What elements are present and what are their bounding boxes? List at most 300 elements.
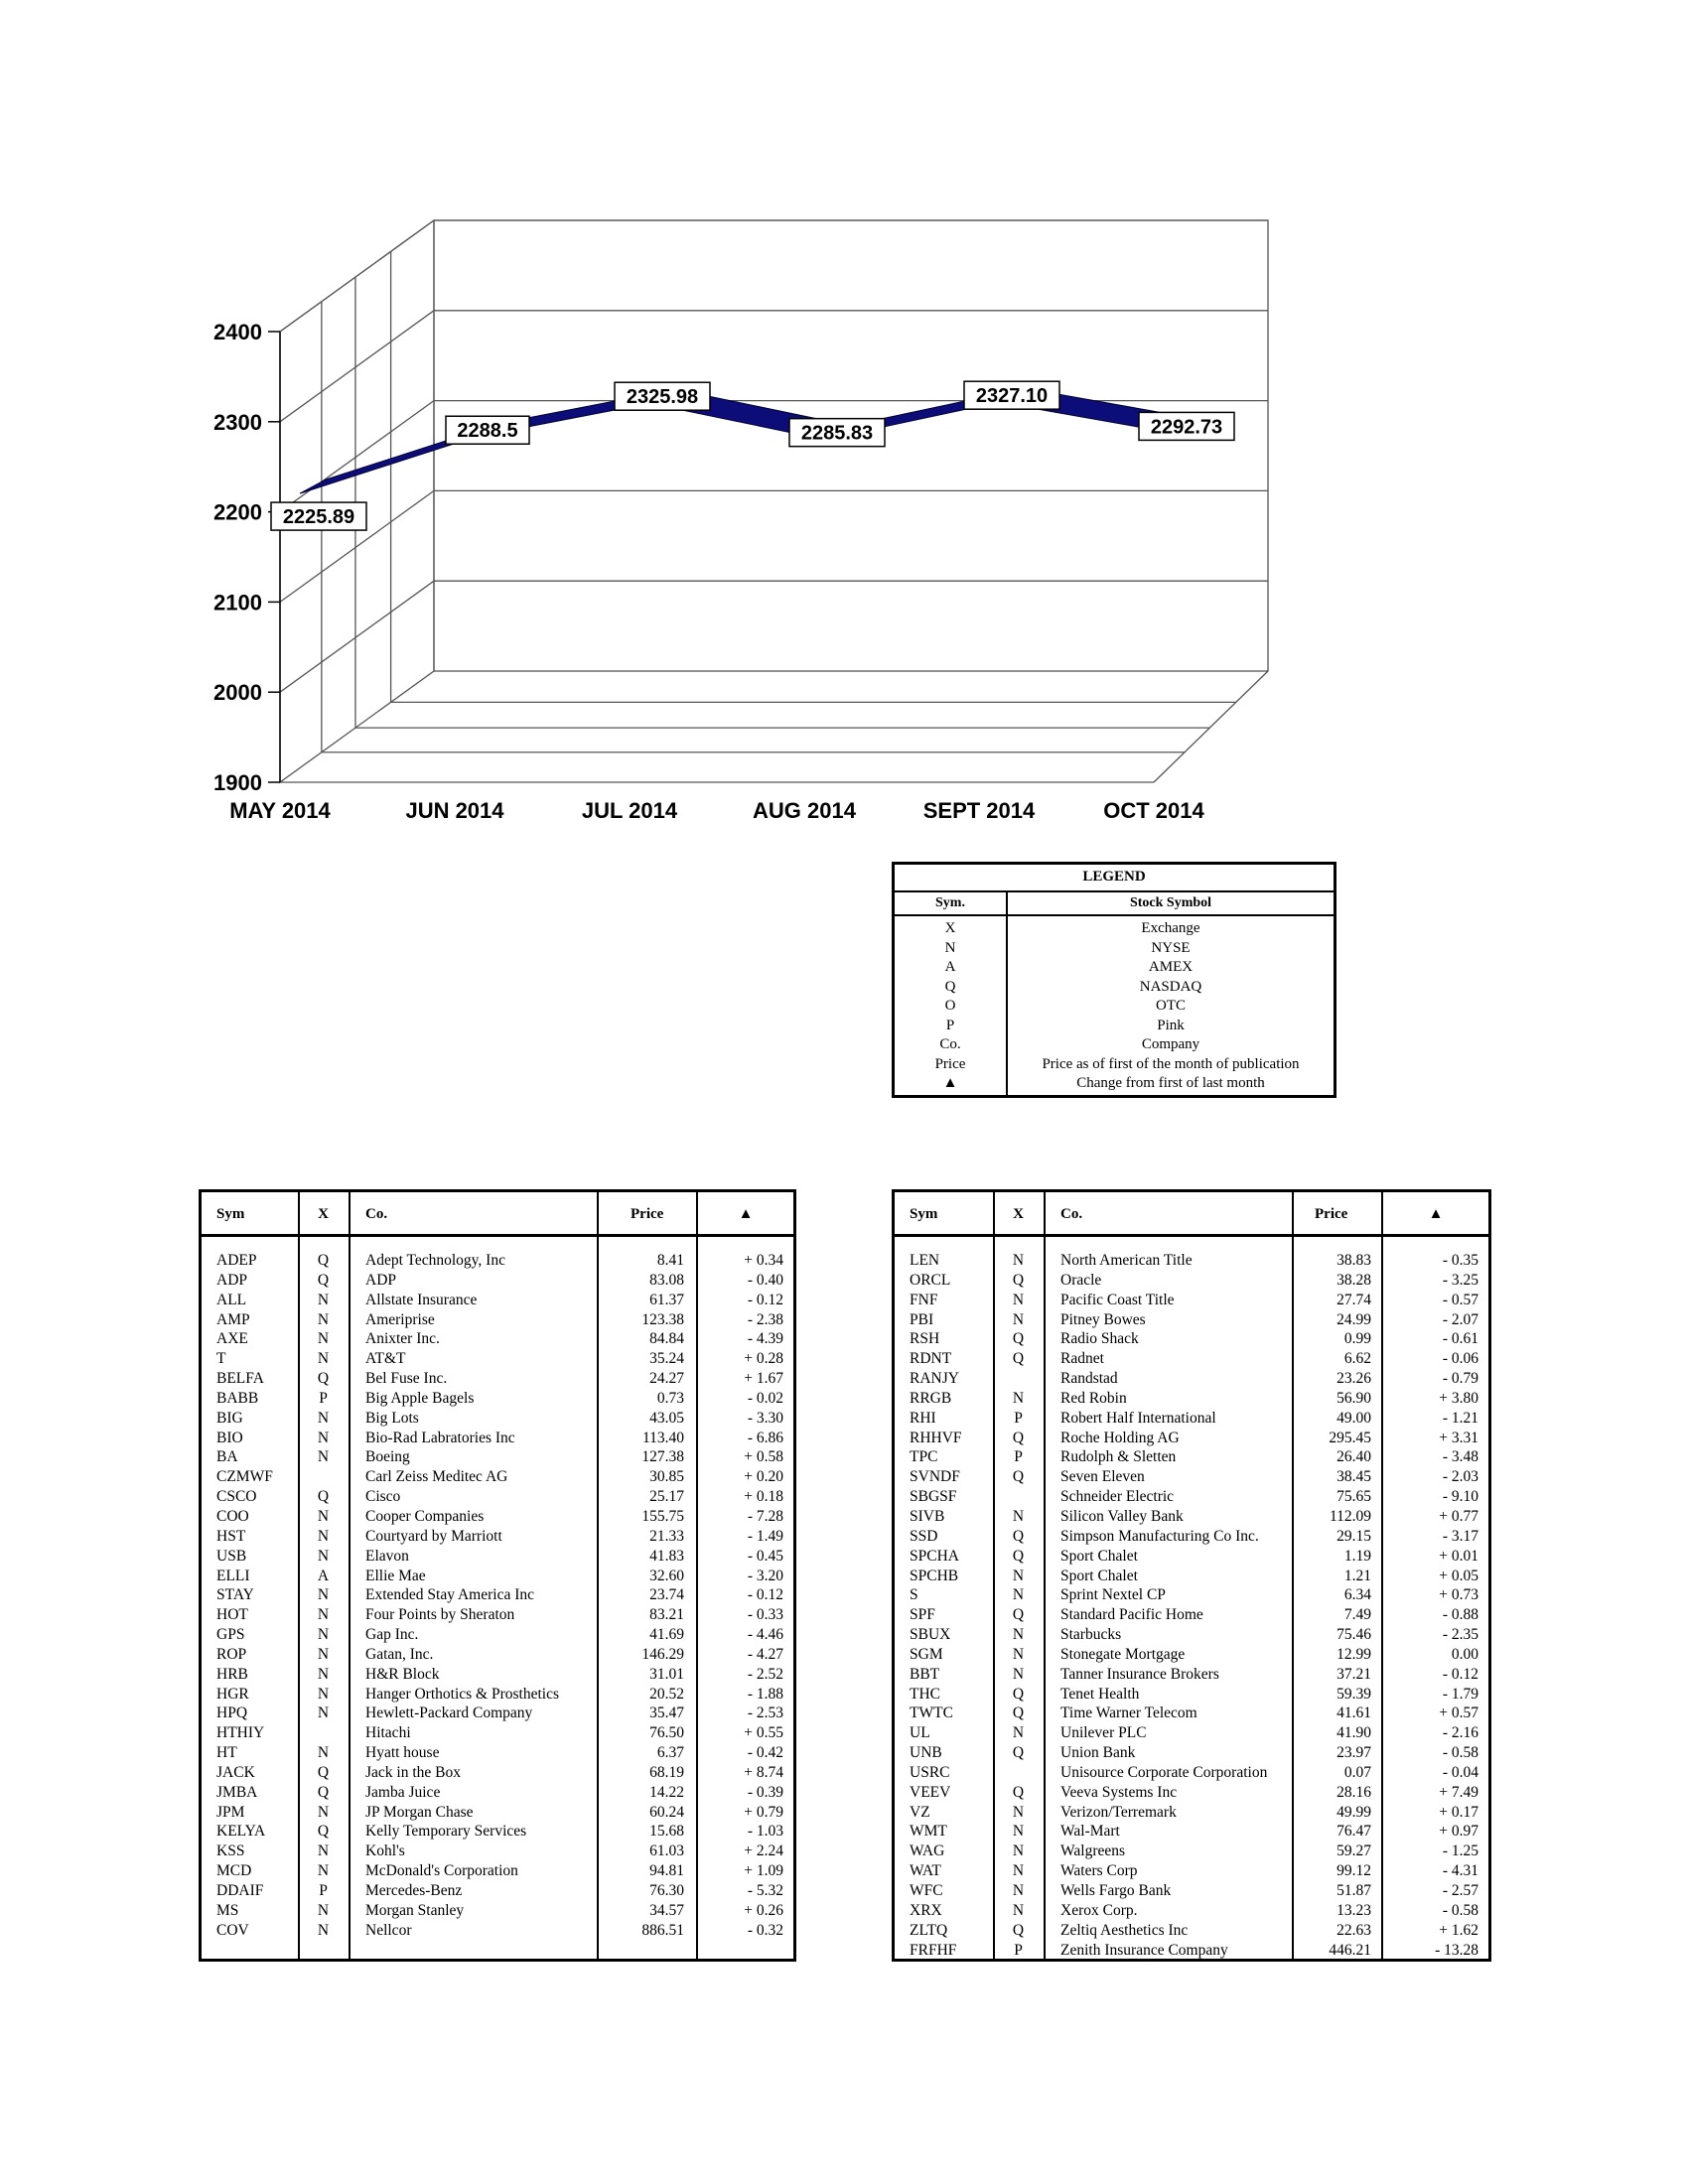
cell-change: + 8.74 <box>744 1763 783 1781</box>
cell-change: - 0.58 <box>1442 1901 1478 1919</box>
table-row <box>895 1901 1488 1921</box>
table-row <box>895 1567 1488 1586</box>
cell-symbol: HST <box>216 1527 246 1545</box>
table-row <box>895 1389 1488 1409</box>
cell-company: Veeva Systems Inc <box>1060 1783 1178 1801</box>
cell-change: - 2.16 <box>1442 1724 1478 1742</box>
cell-symbol: HGR <box>216 1685 249 1703</box>
table-row <box>202 1822 793 1842</box>
cell-company: Big Lots <box>365 1409 419 1427</box>
cell-price: 83.21 <box>649 1606 684 1624</box>
legend-header-desc: Stock Symbol <box>1129 895 1212 910</box>
cell-exchange: Q <box>1012 1685 1025 1703</box>
table-row <box>202 1329 793 1349</box>
table-row <box>895 1547 1488 1567</box>
table-row <box>202 1547 793 1567</box>
y-axis <box>213 320 280 795</box>
x-tick-label: MAY 2014 <box>229 798 331 823</box>
cell-company: Mercedes-Benz <box>365 1882 463 1899</box>
data-label <box>615 382 710 410</box>
table-row <box>895 1605 1488 1625</box>
cell-exchange: Q <box>317 1252 330 1269</box>
cell-company: Ellie Mae <box>365 1567 426 1584</box>
cell-company: Robert Half International <box>1060 1409 1216 1427</box>
cell-change: + 0.73 <box>1439 1586 1478 1604</box>
cell-exchange: Q <box>1012 1921 1025 1939</box>
floor-right-edge <box>1154 671 1268 782</box>
cell-exchange: Q <box>1012 1606 1025 1624</box>
cell-price: 83.08 <box>649 1271 684 1289</box>
cell-symbol: UL <box>910 1724 930 1742</box>
cell-company: Randstad <box>1060 1370 1118 1388</box>
cell-symbol: ZLTQ <box>910 1921 948 1939</box>
cell-price: 22.63 <box>1336 1921 1371 1939</box>
cell-price: 8.41 <box>656 1252 684 1269</box>
cell-change: - 4.39 <box>747 1330 783 1348</box>
cell-symbol: CSCO <box>216 1488 257 1506</box>
cell-exchange: N <box>317 1843 330 1860</box>
legend-symbol: N <box>944 939 956 956</box>
cell-company: Pitney Bowes <box>1060 1310 1146 1328</box>
cell-change: - 2.03 <box>1442 1468 1478 1486</box>
table-row <box>202 1251 793 1271</box>
cell-change: + 0.58 <box>744 1448 783 1466</box>
cell-exchange: N <box>1012 1843 1025 1860</box>
cell-company: Kohl's <box>365 1843 405 1860</box>
cell-change: - 0.88 <box>1442 1606 1478 1624</box>
table-row <box>202 1369 793 1389</box>
cell-symbol: UNB <box>910 1744 942 1762</box>
cell-price: 61.03 <box>649 1843 684 1860</box>
cell-company: Jamba Juice <box>365 1783 441 1801</box>
legend-description: NASDAQ <box>1139 978 1202 995</box>
cell-company: Starbucks <box>1060 1626 1122 1644</box>
cell-change: - 0.33 <box>747 1606 783 1624</box>
header-company: Co. <box>365 1206 388 1222</box>
cell-price: 12.99 <box>1336 1645 1371 1663</box>
cell-company: Xerox Corp. <box>1060 1901 1138 1919</box>
cell-company: Allstate Insurance <box>365 1291 478 1308</box>
cell-exchange: N <box>317 1330 330 1348</box>
cell-change: + 3.80 <box>1439 1389 1478 1407</box>
cell-price: 49.99 <box>1336 1803 1371 1821</box>
cell-symbol: WMT <box>910 1823 947 1841</box>
legend-description: OTC <box>1156 998 1186 1014</box>
cell-symbol: WAG <box>910 1843 945 1860</box>
cell-price: 28.16 <box>1336 1783 1371 1801</box>
cell-price: 446.21 <box>1329 1941 1371 1959</box>
cell-price: 68.19 <box>649 1763 684 1781</box>
cell-company: Four Points by Sheraton <box>365 1606 515 1624</box>
cell-company: Adept Technology, Inc <box>365 1252 505 1269</box>
cell-symbol: MS <box>216 1901 239 1919</box>
cell-symbol: GPS <box>216 1626 245 1644</box>
data-label-text: 2285.83 <box>800 422 874 445</box>
cell-price: 0.07 <box>1343 1763 1371 1781</box>
cell-symbol: RSH <box>910 1330 940 1348</box>
cell-symbol: FRFHF <box>910 1941 957 1959</box>
cell-change: - 2.07 <box>1442 1310 1478 1328</box>
table-row <box>895 1310 1488 1330</box>
table-row <box>202 1665 793 1685</box>
cell-price: 32.60 <box>649 1567 684 1584</box>
table-row <box>202 1585 793 1605</box>
cell-change: + 0.97 <box>1439 1823 1478 1841</box>
cell-exchange: N <box>1012 1901 1025 1919</box>
cell-change: - 0.57 <box>1442 1291 1478 1308</box>
legend-symbol: Q <box>944 978 956 995</box>
cell-price: 146.29 <box>641 1645 684 1663</box>
cell-symbol: LEN <box>910 1252 940 1269</box>
table-row <box>202 1271 793 1291</box>
data-label <box>964 381 1059 409</box>
data-label <box>271 502 366 530</box>
cell-exchange: Q <box>1012 1330 1025 1348</box>
cell-exchange: Q <box>1012 1350 1025 1368</box>
stock-table-left <box>199 1189 796 1962</box>
cell-company: Hewlett-Packard Company <box>365 1705 533 1722</box>
cell-symbol: VZ <box>910 1803 930 1821</box>
cell-price: 35.24 <box>649 1350 684 1368</box>
cell-company: Ameriprise <box>365 1310 435 1328</box>
cell-price: 94.81 <box>649 1862 684 1880</box>
cell-exchange: N <box>317 1862 330 1880</box>
cell-symbol: ORCL <box>910 1271 951 1289</box>
table-row <box>895 1921 1488 1941</box>
cell-exchange: N <box>1012 1803 1025 1821</box>
cell-company: Tanner Insurance Brokers <box>1060 1665 1219 1683</box>
cell-price: 41.69 <box>649 1626 684 1644</box>
table-row <box>895 1329 1488 1349</box>
table-row <box>895 1861 1488 1881</box>
table-row <box>202 1921 793 1941</box>
x-tick-label: AUG 2014 <box>753 798 856 823</box>
x-tick-label: SEPT 2014 <box>922 798 1036 823</box>
cell-symbol: THC <box>910 1685 940 1703</box>
cell-symbol: HRB <box>216 1665 248 1683</box>
cell-company: Boeing <box>365 1448 410 1466</box>
cell-change: + 0.01 <box>1439 1547 1478 1565</box>
cell-exchange: N <box>1012 1389 1025 1407</box>
cell-exchange: Q <box>317 1271 330 1289</box>
cell-change: + 0.26 <box>744 1901 783 1919</box>
cell-change: - 0.79 <box>1442 1370 1478 1388</box>
table-row <box>895 1349 1488 1369</box>
header-price: Price <box>1315 1206 1348 1222</box>
cell-symbol: KSS <box>216 1843 245 1860</box>
cell-company: Carl Zeiss Meditec AG <box>365 1468 508 1486</box>
cell-exchange: P <box>319 1389 328 1407</box>
legend-description: Price as of first of the month of publication <box>1042 1055 1300 1072</box>
cell-company: Pacific Coast Title <box>1060 1291 1175 1308</box>
cell-price: 14.22 <box>649 1783 684 1801</box>
cell-price: 37.21 <box>1336 1665 1371 1683</box>
cell-company: Bel Fuse Inc. <box>365 1370 448 1388</box>
cell-exchange: Q <box>317 1488 330 1506</box>
cell-change: - 0.12 <box>747 1291 783 1308</box>
table-row <box>895 1507 1488 1527</box>
cell-exchange: N <box>1012 1823 1025 1841</box>
cell-exchange: N <box>317 1921 330 1939</box>
cell-symbol: KELYA <box>216 1823 266 1841</box>
cell-change: - 4.31 <box>1442 1862 1478 1880</box>
cell-company: Wells Fargo Bank <box>1060 1882 1172 1899</box>
cell-exchange: Q <box>1012 1705 1025 1722</box>
cell-exchange: N <box>317 1310 330 1328</box>
table-row <box>202 1291 793 1310</box>
cell-price: 155.75 <box>641 1507 684 1525</box>
cell-symbol: TWTC <box>910 1705 953 1722</box>
table-row <box>895 1704 1488 1723</box>
cell-company: Bio-Rad Labratories Inc <box>365 1429 515 1446</box>
cell-price: 7.49 <box>1343 1606 1371 1624</box>
header-change: ▲ <box>738 1206 754 1222</box>
cell-symbol: TPC <box>910 1448 938 1466</box>
cell-symbol: AMP <box>216 1310 250 1328</box>
header-exchange: X <box>1013 1206 1024 1222</box>
data-label <box>446 416 529 444</box>
cell-exchange: N <box>317 1665 330 1683</box>
cell-price: 295.45 <box>1329 1429 1371 1446</box>
cell-change: - 0.40 <box>747 1271 783 1289</box>
cell-company: Radnet <box>1060 1350 1104 1368</box>
table-row <box>202 1901 793 1921</box>
cell-symbol: RDNT <box>910 1350 952 1368</box>
table-row <box>895 1429 1488 1448</box>
cell-price: 43.05 <box>649 1409 684 1427</box>
cell-exchange: N <box>317 1448 330 1466</box>
cell-exchange: N <box>1012 1882 1025 1899</box>
cell-symbol: MCD <box>216 1862 252 1880</box>
cell-company: Courtyard by Marriott <box>365 1527 502 1545</box>
cell-price: 76.30 <box>649 1882 684 1899</box>
cell-exchange: N <box>1012 1665 1025 1683</box>
cell-symbol: HOT <box>216 1606 248 1624</box>
cell-exchange: N <box>1012 1567 1025 1584</box>
cell-change: + 1.09 <box>744 1862 783 1880</box>
cell-company: Sport Chalet <box>1060 1547 1138 1565</box>
cell-symbol: JPM <box>216 1803 245 1821</box>
data-label-text: 2327.10 <box>975 385 1049 408</box>
cell-price: 23.97 <box>1336 1744 1371 1762</box>
table-row <box>895 1665 1488 1685</box>
side-wall <box>280 220 434 782</box>
cell-price: 84.84 <box>649 1330 684 1348</box>
cell-symbol: RHHVF <box>910 1429 962 1446</box>
cell-price: 38.83 <box>1336 1252 1371 1269</box>
table-row <box>895 1842 1488 1861</box>
cell-change: - 4.27 <box>747 1645 783 1663</box>
cell-price: 127.38 <box>641 1448 684 1466</box>
cell-price: 25.17 <box>649 1488 684 1506</box>
cell-price: 112.09 <box>1329 1507 1371 1525</box>
cell-change: - 0.58 <box>1442 1744 1478 1762</box>
cell-symbol: ADP <box>216 1271 248 1289</box>
cell-company: Cisco <box>365 1488 401 1506</box>
cell-symbol: WAT <box>910 1862 941 1880</box>
cell-change: + 0.05 <box>1439 1567 1478 1584</box>
cell-company: Silicon Valley Bank <box>1060 1507 1184 1525</box>
chart-3d-frame <box>280 220 1268 782</box>
cell-company: Big Apple Bagels <box>365 1389 475 1407</box>
cell-company: Anixter Inc. <box>365 1330 440 1348</box>
cell-company: Rudolph & Sletten <box>1060 1448 1177 1466</box>
cell-price: 13.23 <box>1336 1901 1371 1919</box>
cell-exchange: N <box>1012 1310 1025 1328</box>
cell-company: Waters Corp <box>1060 1862 1138 1880</box>
cell-price: 6.37 <box>656 1744 684 1762</box>
cell-change: - 13.28 <box>1435 1941 1478 1959</box>
cell-company: Zeltiq Aesthetics Inc <box>1060 1921 1189 1939</box>
cell-exchange: N <box>317 1645 330 1663</box>
table-row <box>895 1881 1488 1901</box>
cell-symbol: S <box>910 1586 918 1604</box>
cell-change: - 3.25 <box>1442 1271 1478 1289</box>
cell-exchange: Q <box>317 1823 330 1841</box>
cell-exchange: N <box>317 1547 330 1565</box>
table-row <box>202 1429 793 1448</box>
header-price: Price <box>631 1206 664 1222</box>
cell-exchange: N <box>1012 1862 1025 1880</box>
cell-exchange: N <box>317 1291 330 1308</box>
cell-change: + 0.79 <box>744 1803 783 1821</box>
cell-symbol: SPF <box>910 1606 935 1624</box>
cell-price: 6.62 <box>1343 1350 1371 1368</box>
gridline-side <box>280 581 434 692</box>
cell-price: 38.45 <box>1336 1468 1371 1486</box>
cell-change: - 0.42 <box>747 1744 783 1762</box>
cell-company: JP Morgan Chase <box>365 1803 474 1821</box>
cell-company: Unilever PLC <box>1060 1724 1147 1742</box>
cell-exchange: N <box>317 1409 330 1427</box>
table-row <box>202 1527 793 1547</box>
legend-header <box>895 892 1334 916</box>
cell-symbol: SPCHA <box>910 1547 959 1565</box>
cell-change: - 3.20 <box>747 1567 783 1584</box>
table-row <box>895 1291 1488 1310</box>
cell-change: - 1.79 <box>1442 1685 1478 1703</box>
cell-symbol: DDAIF <box>216 1882 264 1899</box>
cell-symbol: XRX <box>910 1901 942 1919</box>
cell-symbol: BIO <box>216 1429 243 1446</box>
cell-company: Unisource Corporate Corporation <box>1060 1763 1268 1781</box>
cell-change: 0.00 <box>1451 1645 1478 1663</box>
cell-company: Extended Stay America Inc <box>365 1586 535 1604</box>
cell-price: 23.26 <box>1336 1370 1371 1388</box>
table-row <box>895 1822 1488 1842</box>
table-row <box>202 1349 793 1369</box>
table-row <box>202 1487 793 1507</box>
data-label <box>1139 412 1234 440</box>
cell-change: - 0.35 <box>1442 1252 1478 1269</box>
cell-symbol: COV <box>216 1921 249 1939</box>
legend-symbol: X <box>944 920 956 936</box>
cell-price: 0.73 <box>656 1389 684 1407</box>
cell-company: Zenith Insurance Company <box>1060 1941 1228 1959</box>
cell-symbol: WFC <box>910 1882 943 1899</box>
table-row <box>895 1467 1488 1487</box>
cell-symbol: ALL <box>216 1291 247 1308</box>
cell-company: Gatan, Inc. <box>365 1645 434 1663</box>
cell-company: North American Title <box>1060 1252 1193 1269</box>
legend-symbol: A <box>944 959 956 975</box>
cell-symbol: ADEP <box>216 1252 257 1269</box>
cell-change: - 0.39 <box>747 1783 783 1801</box>
cell-change: - 7.28 <box>747 1507 783 1525</box>
cell-symbol: BELFA <box>216 1370 264 1388</box>
cell-company: AT&T <box>365 1350 406 1368</box>
y-tick-label: 2400 <box>213 320 262 344</box>
cell-symbol: RHI <box>910 1409 936 1427</box>
x-axis <box>229 798 1204 823</box>
cell-exchange: N <box>1012 1291 1025 1308</box>
cell-company: Hanger Orthotics & Prosthetics <box>365 1685 560 1703</box>
header-change: ▲ <box>1428 1206 1444 1222</box>
cell-price: 75.65 <box>1336 1488 1371 1506</box>
cell-company: Nellcor <box>365 1921 412 1939</box>
legend-header-sym: Sym. <box>895 892 1008 914</box>
cell-symbol: HT <box>216 1744 237 1762</box>
legend-title: LEGEND <box>895 865 1334 892</box>
table-row <box>202 1763 793 1783</box>
cell-price: 76.47 <box>1336 1823 1371 1841</box>
table-row <box>202 1447 793 1467</box>
cell-price: 123.38 <box>641 1310 684 1328</box>
cell-symbol: USRC <box>910 1763 950 1781</box>
cell-change: - 1.25 <box>1442 1843 1478 1860</box>
legend-symbol: Co. <box>939 1036 961 1052</box>
cell-change: - 0.02 <box>747 1389 783 1407</box>
legend-description: Pink <box>1157 1017 1185 1033</box>
cell-change: + 0.28 <box>744 1350 783 1368</box>
cell-price: 0.99 <box>1343 1330 1371 1348</box>
data-label-text: 2288.5 <box>457 420 518 443</box>
cell-exchange: N <box>1012 1645 1025 1663</box>
legend-descriptions-column <box>1008 916 1334 1095</box>
cell-company: Sport Chalet <box>1060 1567 1138 1584</box>
table-row <box>202 1567 793 1586</box>
cell-change: - 2.52 <box>747 1665 783 1683</box>
cell-change: + 1.67 <box>744 1370 783 1388</box>
cell-exchange: Q <box>1012 1783 1025 1801</box>
cell-price: 886.51 <box>641 1921 684 1939</box>
cell-symbol: SIVB <box>910 1507 945 1525</box>
cell-symbol: PBI <box>910 1310 934 1328</box>
cell-exchange: N <box>317 1685 330 1703</box>
cell-change: + 0.57 <box>1439 1705 1478 1722</box>
cell-company: Radio Shack <box>1060 1330 1139 1348</box>
cell-price: 21.33 <box>649 1527 684 1545</box>
cell-symbol: T <box>216 1350 226 1368</box>
cell-change: + 0.55 <box>744 1724 783 1742</box>
cell-company: Verizon/Terremark <box>1060 1803 1177 1821</box>
cell-company: Morgan Stanley <box>365 1901 465 1919</box>
cell-price: 76.50 <box>649 1724 684 1742</box>
cell-exchange: Q <box>317 1370 330 1388</box>
cell-exchange: A <box>317 1567 330 1584</box>
y-tick-label: 2000 <box>213 680 262 706</box>
cell-change: - 1.49 <box>747 1527 783 1545</box>
cell-change: - 1.21 <box>1442 1409 1478 1427</box>
cell-company: Wal-Mart <box>1060 1823 1120 1841</box>
cell-price: 1.21 <box>1343 1567 1371 1584</box>
cell-price: 56.90 <box>1336 1389 1371 1407</box>
cell-exchange: N <box>1012 1724 1025 1742</box>
cell-change: - 3.30 <box>747 1409 783 1427</box>
cell-change: - 1.88 <box>747 1685 783 1703</box>
cell-company: Roche Holding AG <box>1060 1429 1180 1446</box>
cell-exchange: Q <box>317 1763 330 1781</box>
